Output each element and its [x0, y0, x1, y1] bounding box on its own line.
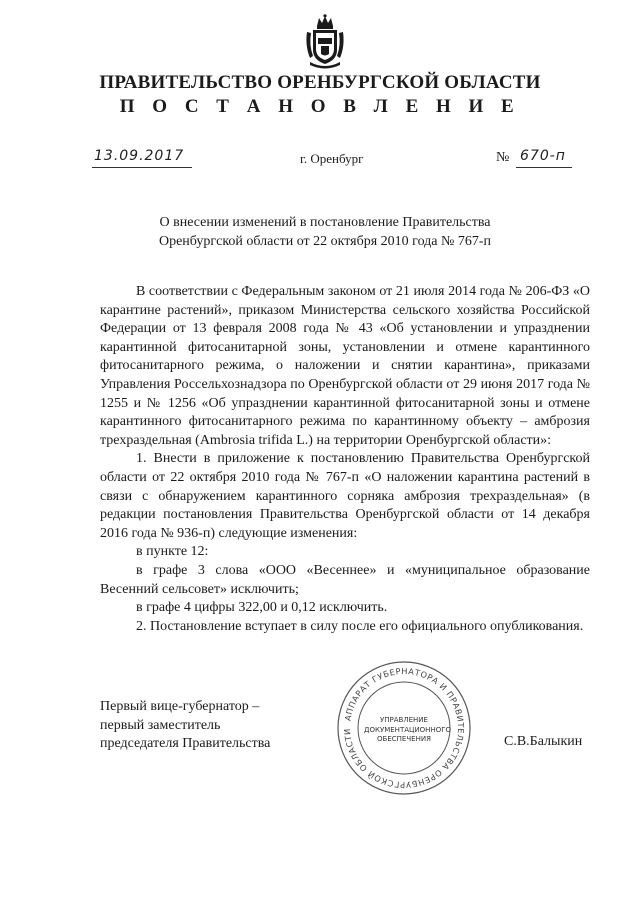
item-1-point: в пункте 12:: [136, 544, 209, 560]
signatory-position: [100, 698, 310, 754]
preamble-paragraph: В соответствии с Федеральным законом от 21 июля 2014 года № 206-ФЗ «О карантине растений», приказом Министерства сельского хозяйства Российской Федерации от 13 февраля 2008 года № 43 «Об установлении и упразднении карантинной фитосанитарной зоны, установлении и отмене карантинного фитосанитарного режима, о наложении и снятии карантина», приказами Управления Россельхознадзора по Оренбургской области от 29 июня 2017 года № 1255 и № 1256 «Об упразднении карантинной фитосанитарной зоны и отмене карантинного фитосанитарного режима по карантинному объекту – амброзия трехраздельная (Ambrosia trifida L.) на территории Оренбургской области»:: [100, 284, 590, 448]
position-line-1: Первый вице-губернатор –: [100, 699, 260, 714]
date-field: [92, 148, 192, 170]
subject-line-2: Оренбургской области от 22 октября 2010 года № 767-п: [158, 234, 492, 249]
stamp-line-3: ОБЕСПЕЧЕНИЯ: [377, 735, 431, 743]
government-title: ПРАВИТЕЛЬСТВО ОРЕНБУРГСКОЙ ОБЛАСТИ: [99, 72, 541, 93]
position-line-2: первый заместитель: [100, 717, 221, 733]
subject-line-1: О внесении изменений в постановление Правительства: [159, 215, 491, 230]
stamp-line-2: ДОКУМЕНТАЦИОННОГО: [364, 725, 452, 734]
stamp-ring-text: АППАРАТ ГУБЕРНАТОРА И ПРАВИТЕЛЬСТВА ОРЕНБУРГСКОЙ ОБЛАСТИ: [341, 665, 467, 791]
item-2-paragraph: 2. Постановление вступает в силу после его официального опубликования.: [136, 618, 584, 634]
city-label: г. Оренбург: [300, 151, 364, 166]
number-sign: №: [496, 150, 510, 165]
stamp-line-1: УПРАВЛЕНИЕ: [380, 716, 428, 724]
document-subject: [120, 213, 530, 251]
signatory-name: С.В.Балыкин: [504, 734, 583, 749]
item-1-paragraph: 1. Внести в приложение к постановлению Правительства Оренбургской области от 22 октября 2010 года № 767-п «О наложении карантина растений в связи с обнаружением карантинного сорняка амброзия трехраздельная» (в редакции постановления Правительства Оренбургской области от 14 декабря 2016 года № 936-п) следующие изменения:: [100, 451, 590, 541]
document-type-title: П О С Т А Н О В Л Е Н И Е: [119, 96, 521, 117]
handwritten-number: 670-п: [520, 148, 566, 164]
item-1-column-3: в графе 3 слова «ООО «Весеннее» и «муниципальное образование Весенний сельсовет» исключить;: [100, 562, 590, 597]
handwritten-date: 13.09.2017: [94, 148, 185, 164]
stamp-center-text: [364, 716, 452, 745]
number-field: [516, 148, 572, 170]
coat-of-arms-emblem: [304, 14, 346, 70]
item-1-column-4: в графе 4 цифры 322,00 и 0,12 исключить.: [136, 600, 388, 616]
document-body: [100, 283, 590, 636]
position-line-3: председателя Правительства: [100, 736, 271, 752]
number-underline: [516, 167, 572, 168]
date-underline: [92, 167, 192, 168]
